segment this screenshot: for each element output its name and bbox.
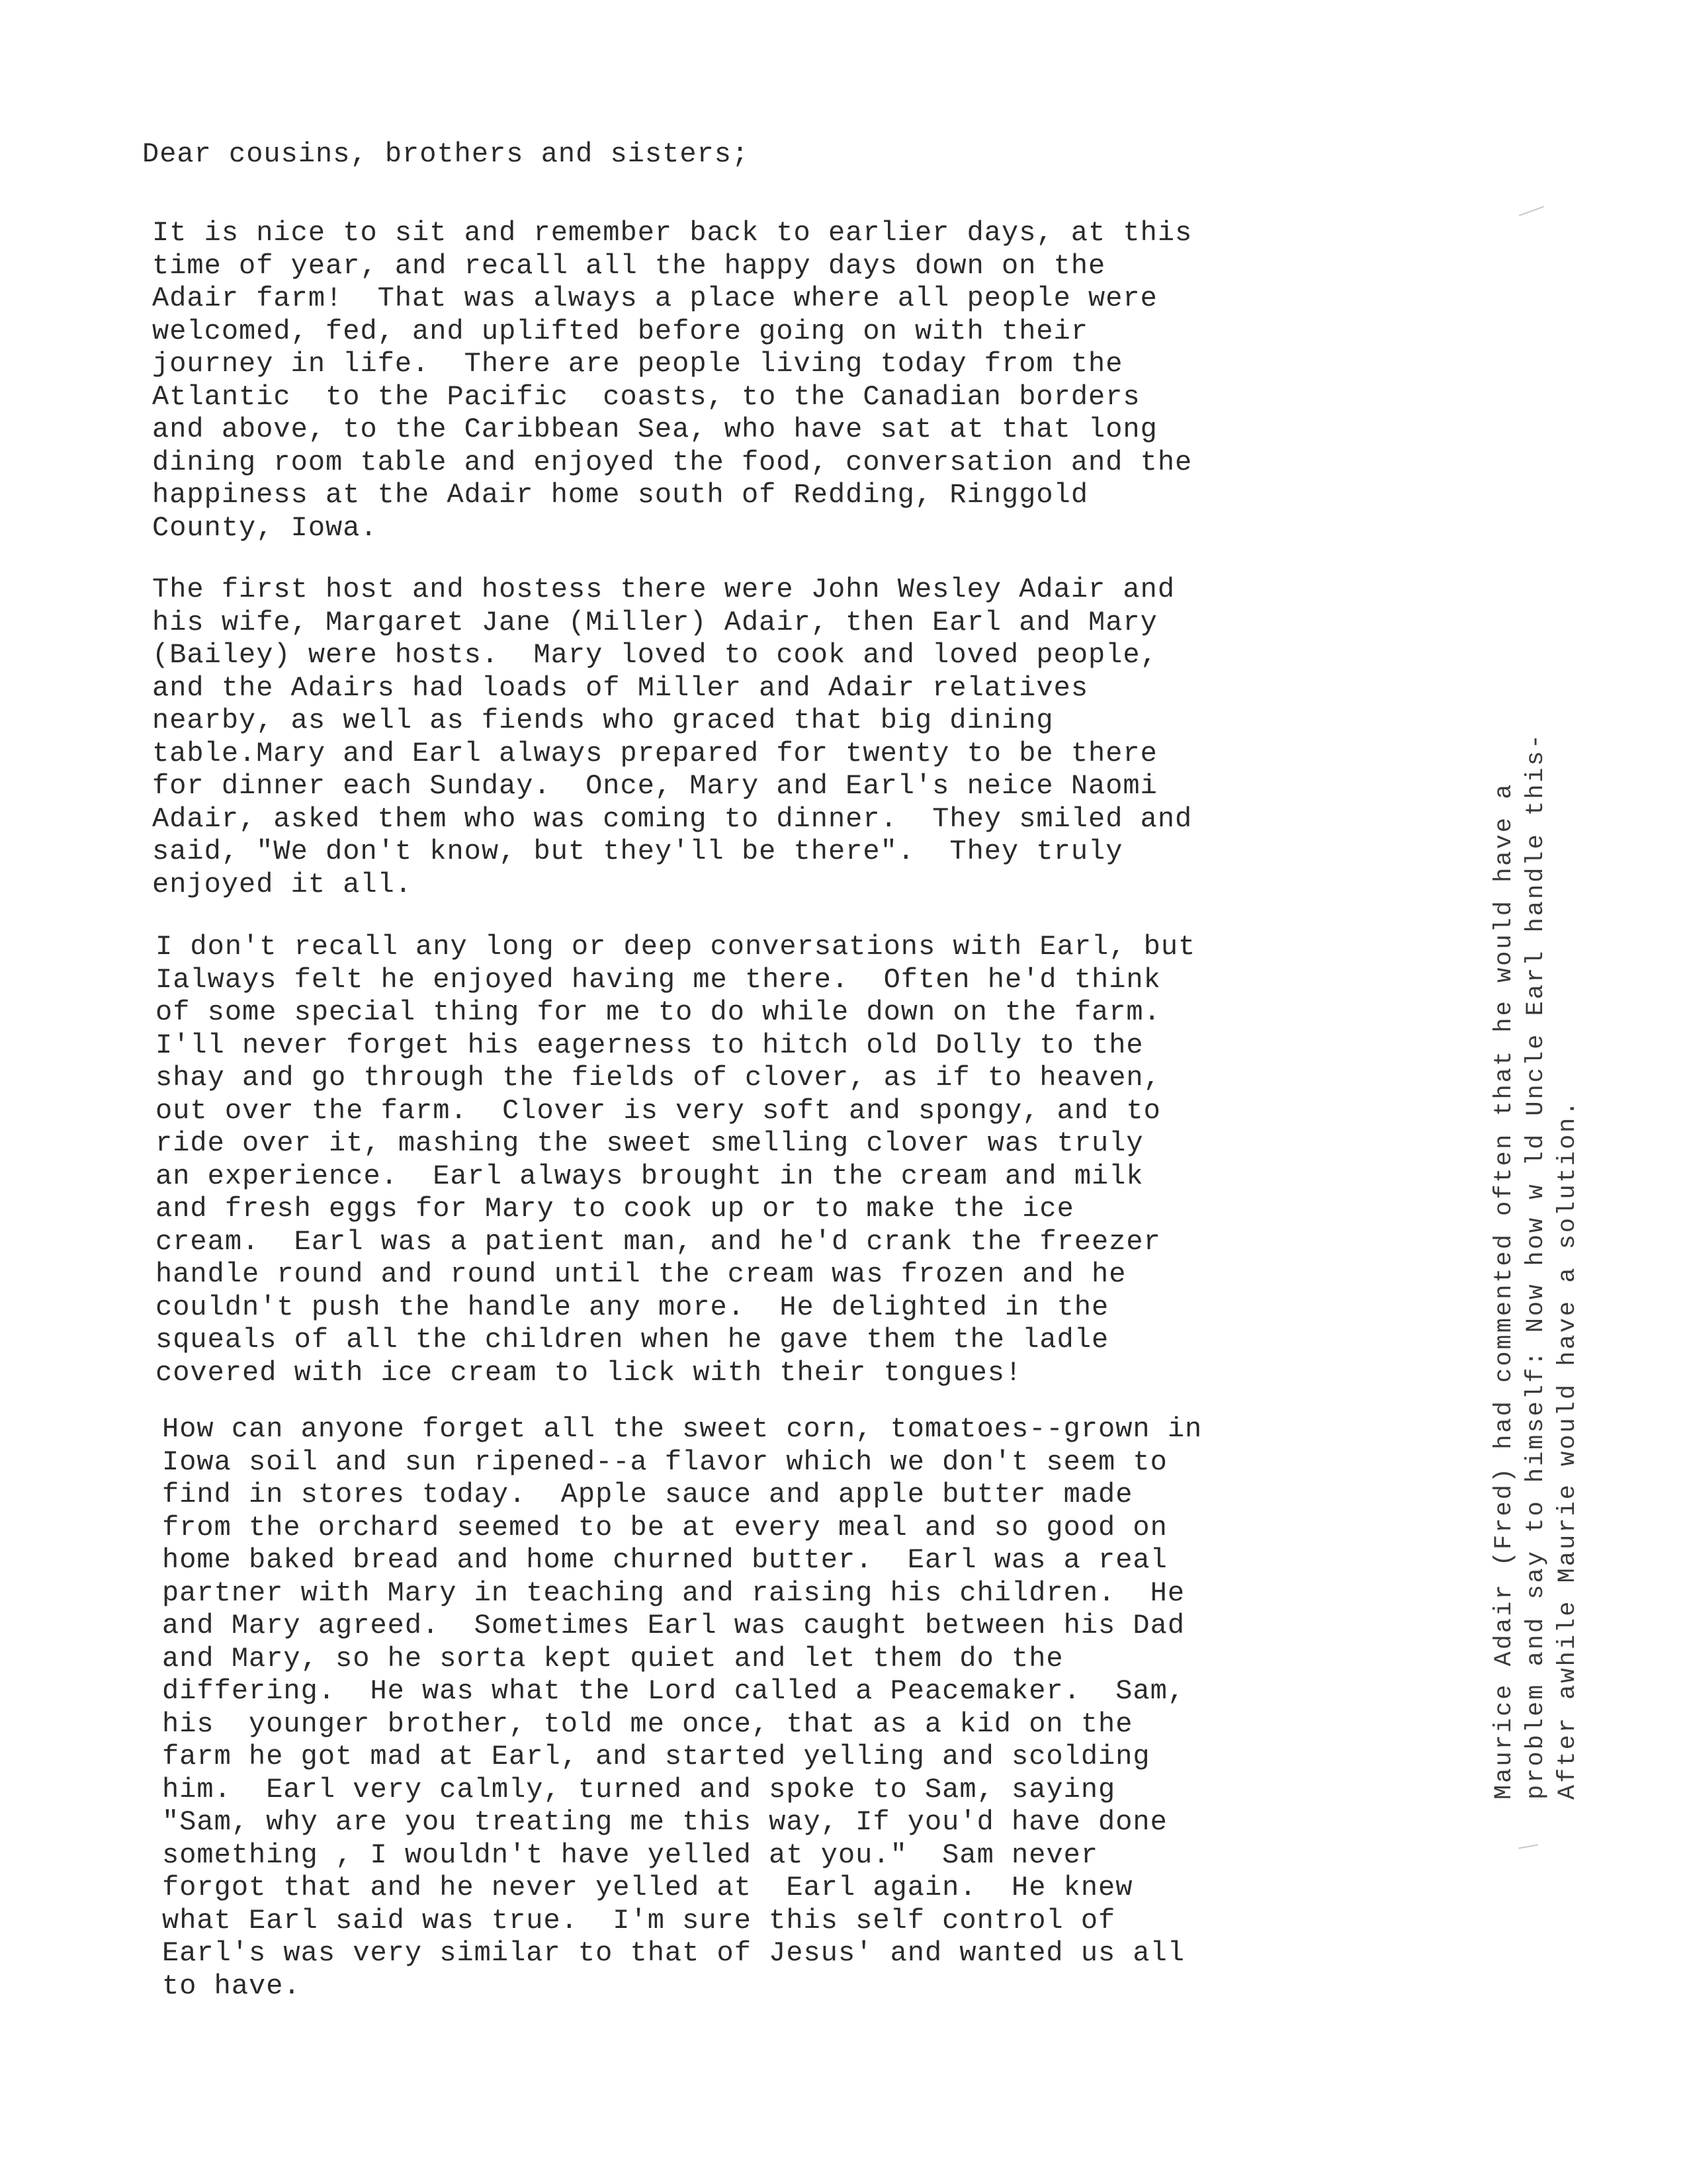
text-line: his wife, Margaret Jane (Miller) Adair, then Earl and Mary (152, 606, 1158, 638)
text-line: out over the farm. Clover is very soft and spongy, and to (155, 1094, 1161, 1127)
margin-note-line: After awhile Maurie would have a solution. (1554, 1099, 1582, 1800)
handwritten-margin-note (1489, 476, 1588, 1800)
text-line: home baked bread and home churned butter. Earl was a real (162, 1544, 1168, 1576)
text-line: and above, to the Caribbean Sea, who have sat at that long (152, 414, 1158, 445)
text-line: time of year, and recall all the happy days down on the (152, 249, 1106, 282)
text-line: partner with Mary in teaching and raising his children. He (162, 1577, 1186, 1609)
text-line: "Sam, why are you treating me this way, If you'd have done (162, 1806, 1168, 1838)
text-line: said, "We don't know, but they'll be there". They truly (152, 836, 1123, 867)
paragraph-3 (155, 931, 1379, 1389)
text-line: shay and go through the fields of clover, as if to heaven, (155, 1062, 1161, 1094)
text-line: enjoyed it all. (152, 868, 413, 900)
text-line: The first host and hostess there were John Wesley Adair and (152, 574, 1176, 605)
text-line: for dinner each Sunday. Once, Mary and Earl's neice Naomi (152, 770, 1158, 802)
text-line: nearby, as well as fiends who graced that big dining (152, 705, 1054, 736)
paragraph-4 (162, 1413, 1386, 2003)
text-line: to have. (162, 1970, 301, 2002)
text-line: Ialways felt he enjoyed having me there. Often he'd think (155, 963, 1161, 996)
text-line: I'll never forget his eagerness to hitch old Dolly to the (155, 1029, 1144, 1061)
paragraph-2 (152, 574, 1376, 901)
text-line: ride over it, mashing the sweet smelling clover was truly (155, 1127, 1144, 1159)
text-line: Earl's was very similar to that of Jesus' and wanted us all (162, 1937, 1186, 1969)
scan-mark (1519, 206, 1544, 216)
text-line: him. Earl very calmly, turned and spoke to Sam, saying (162, 1773, 1116, 1806)
text-line: something , I wouldn't have yelled at you." Sam never (162, 1839, 1099, 1871)
text-line: covered with ice cream to lick with their tongues! (155, 1356, 1023, 1389)
text-line: from the orchard seemed to be at every meal and so good on (162, 1511, 1168, 1544)
paragraph-1 (152, 217, 1376, 545)
text-line: dining room table and enjoyed the food, conversation and the (152, 446, 1193, 478)
text-line: his younger brother, told me once, that as a kid on the (162, 1708, 1133, 1740)
text-line: Atlantic to the Pacific coasts, to the Canadian borders (152, 380, 1141, 413)
text-line: table.Mary and Earl always prepared for twenty to be there (152, 737, 1158, 769)
text-line: cream. Earl was a patient man, and he'd crank the freezer (155, 1225, 1161, 1258)
text-line: I don't recall any long or deep conversations with Earl, but (155, 931, 1196, 963)
scan-mark (1518, 1844, 1538, 1849)
text-line: and Mary agreed. Sometimes Earl was caught between his Dad (162, 1610, 1186, 1641)
text-line: happiness at the Adair home south of Redding, Ringgold (152, 479, 1089, 511)
text-line: couldn't push the handle any more. He delighted in the (155, 1291, 1109, 1323)
margin-note-line: Maurice Adair (Fred) had commented often that he would have a (1491, 782, 1518, 1800)
text-line: farm he got mad at Earl, and started yelling and scolding (162, 1741, 1150, 1772)
text-line: journey in life. There are people living today from the (152, 348, 1123, 380)
text-line: an experience. Earl always brought in the cream and milk (155, 1160, 1144, 1192)
text-line: and the Adairs had loads of Miller and Adair relatives (152, 672, 1089, 704)
text-line: welcomed, fed, and uplifted before going on with their (152, 315, 1089, 347)
text-line: Adair farm! That was always a place where all people were (152, 283, 1158, 314)
text-line: How can anyone forget all the sweet corn, tomatoes--grown in (162, 1413, 1203, 1445)
margin-note-line: problem and say to himself: Now how w ld Uncle Earl handle this- (1522, 732, 1550, 1800)
text-line: what Earl said was true. I'm sure this self control of (162, 1904, 1116, 1937)
text-line: find in stores today. Apple sauce and apple butter made (162, 1479, 1133, 1510)
text-line: handle round and round until the cream was frozen and he (155, 1258, 1127, 1290)
text-line: and fresh eggs for Mary to cook up or to make the ice (155, 1193, 1074, 1225)
text-line: (Bailey) were hosts. Mary loved to cook and loved people, (152, 639, 1158, 671)
text-line: and Mary, so he sorta kept quiet and let them do the (162, 1642, 1064, 1675)
text-line: It is nice to sit and remember back to earlier days, at this (152, 217, 1193, 249)
text-line: Adair, asked them who was coming to dinner. They smiled and (152, 803, 1193, 835)
text-line: of some special thing for me to do while down on the farm. (155, 996, 1161, 1028)
text-line: differing. He was what the Lord called a Peacemaker. Sam, (162, 1675, 1186, 1707)
text-line: forgot that and he never yelled at Earl again. He knew (162, 1872, 1133, 1903)
text-line: Iowa soil and sun ripened--a flavor which we don't seem to (162, 1446, 1168, 1478)
text-line: squeals of all the children when he gave them the ladle (155, 1324, 1109, 1356)
text-line: County, Iowa. (152, 511, 378, 544)
salutation: Dear cousins, brothers and sisters; (142, 138, 750, 170)
